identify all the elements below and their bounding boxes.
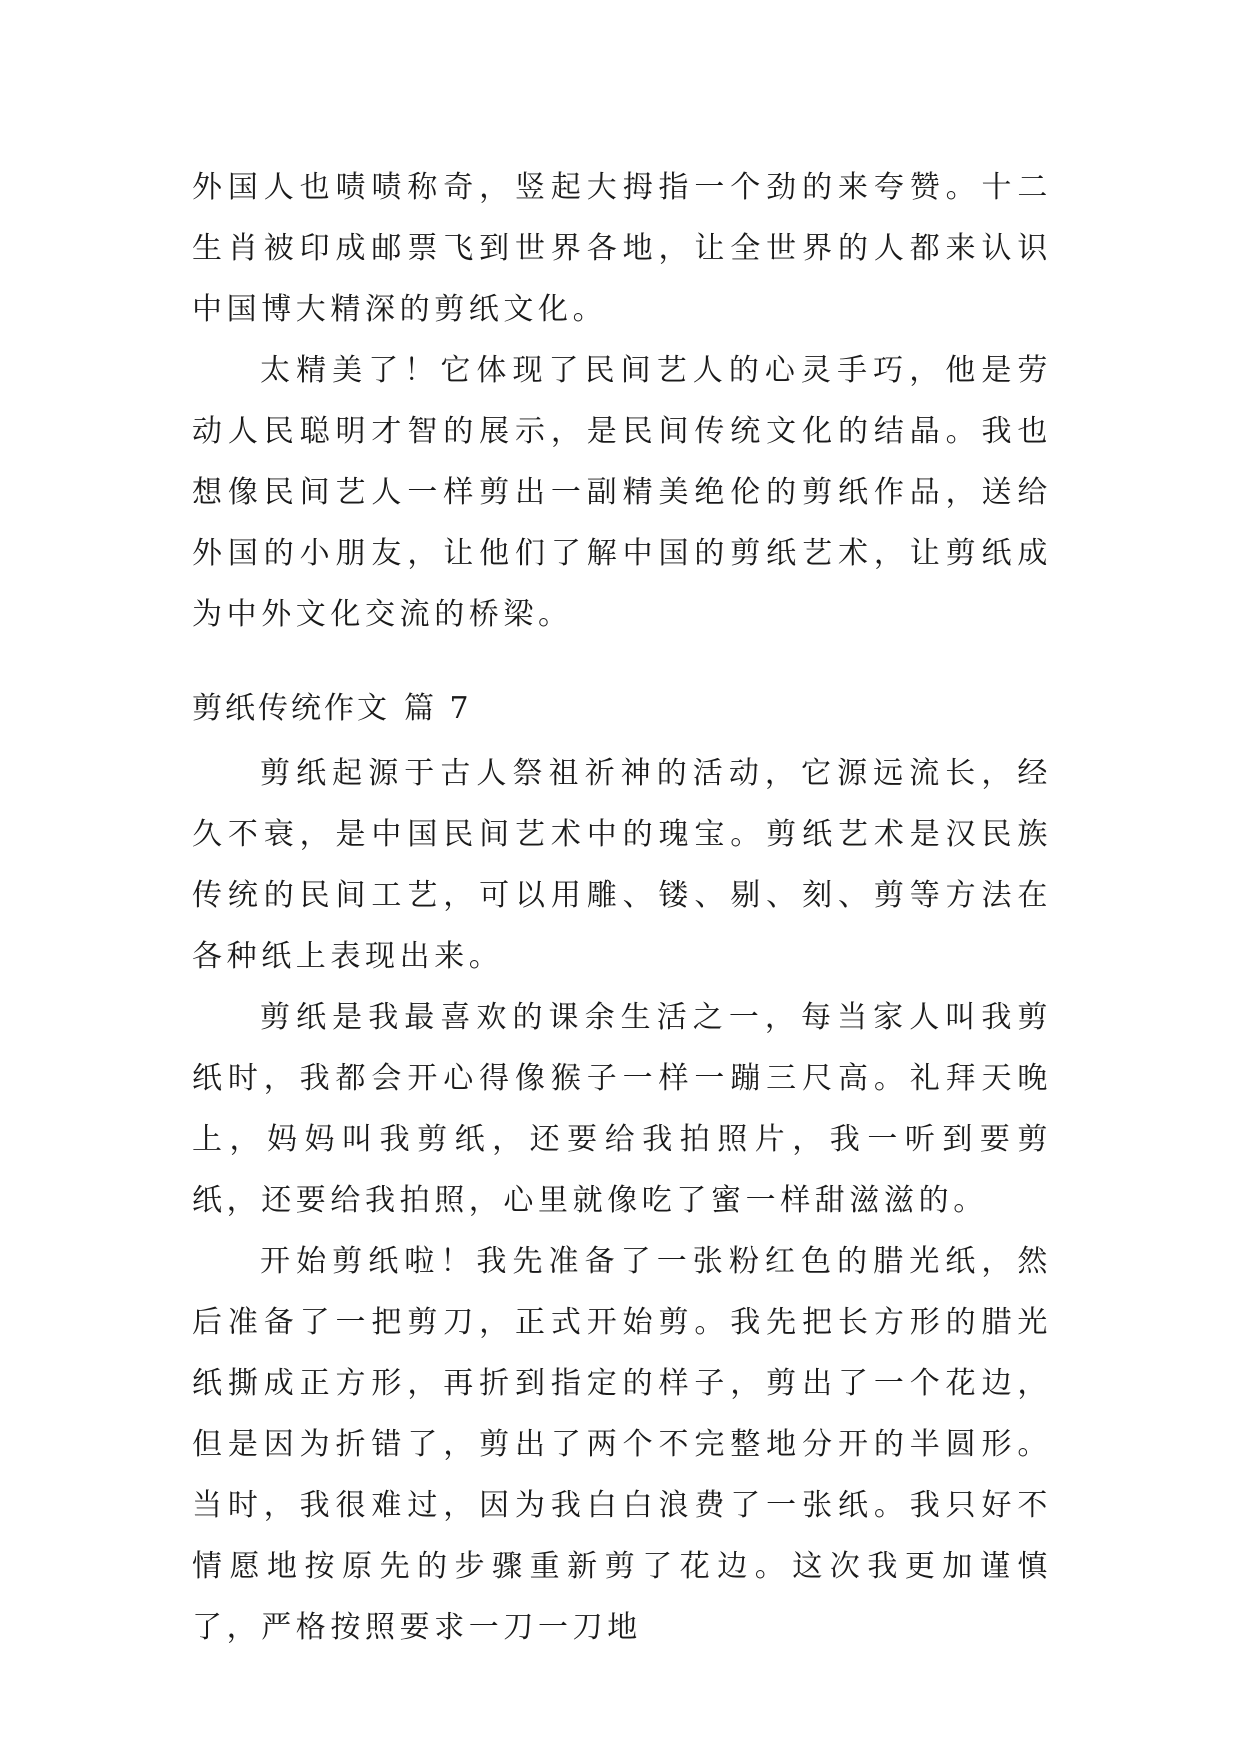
paragraph: 太精美了！它体现了民间艺人的心灵手巧，他是劳动人民聪明才智的展示，是民间传统文化的结晶。我也想像民间艺人一样剪出一副精美绝伦的剪纸作品，送给外国的小朋友，让他们了解中国的剪纸艺术，让剪纸成为中外文化交流的桥梁。	[192, 353, 1052, 632]
paragraph: 剪纸是我最喜欢的课余生活之一，每当家人叫我剪纸时，我都会开心得像猴子一样一蹦三尺高。礼拜天晚上，妈妈叫我剪纸，还要给我拍照片，我一听到要剪纸，还要给我拍照，心里就像吃了蜜一样甜滋滋的。	[192, 1000, 1052, 1218]
essay-number-label: 篇 7	[404, 691, 472, 726]
essay-7-section	[192, 678, 1052, 1658]
paragraph: 外国人也啧啧称奇，竖起大拇指一个劲的来夸赞。十二生肖被印成邮票飞到世界各地，让全世界的人都来认识中国博大精深的剪纸文化。	[192, 170, 1052, 327]
paragraph: 剪纸起源于古人祭祖祈神的活动，它源远流长，经久不衰，是中国民间艺术中的瑰宝。剪纸艺术是汉民族传统的民间工艺，可以用雕、镂、剔、刻、剪等方法在各种纸上表现出来。	[192, 756, 1052, 974]
previous-essay-continuation	[192, 157, 1052, 645]
section-heading	[192, 678, 1052, 739]
essay-title: 剪纸传统作文	[192, 691, 390, 726]
paragraph: 开始剪纸啦！我先准备了一张粉红色的腊光纸，然后准备了一把剪刀，正式开始剪。我先把长方形的腊光纸撕成正方形，再折到指定的样子，剪出了一个花边，但是因为折错了，剪出了两个不完整地分开的半圆形。当时，我很难过，因为我白白浪费了一张纸。我只好不情愿地按原先的步骤重新剪了花边。这次我更加谨慎了，严格按照要求一刀一刀地	[192, 1244, 1052, 1645]
